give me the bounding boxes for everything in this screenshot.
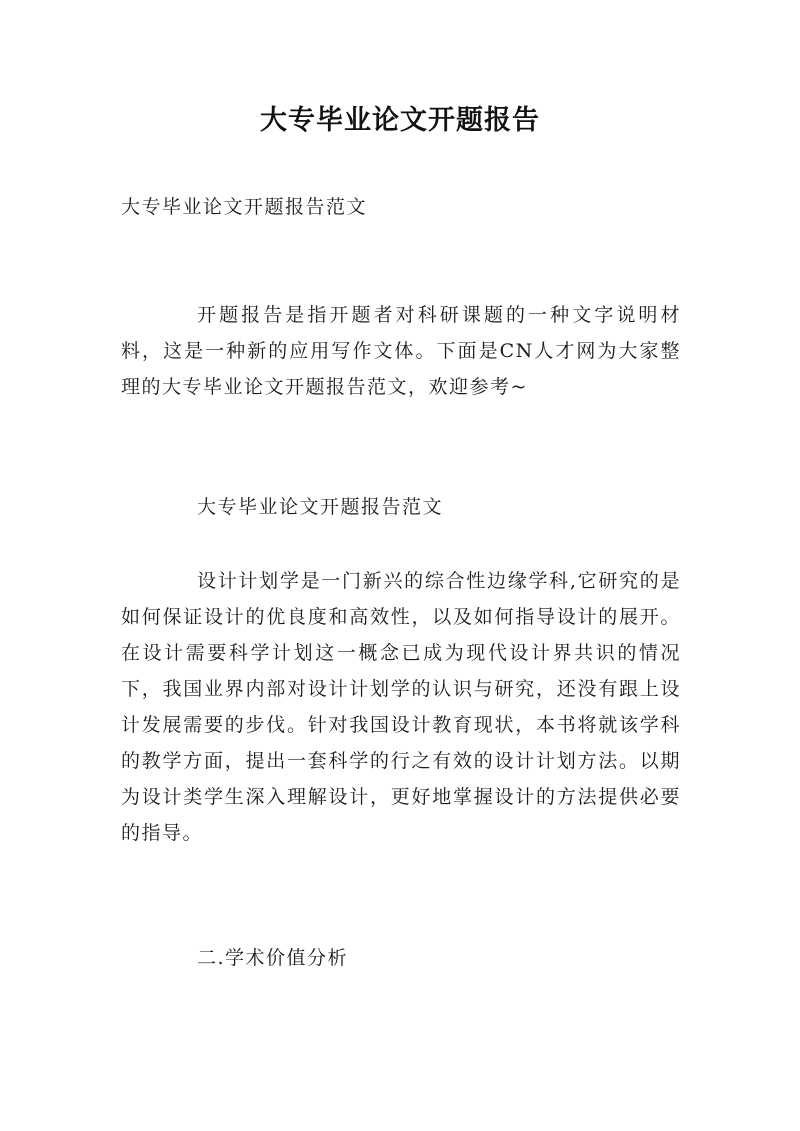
body-paragraph: 设计计划学是一门新兴的综合性边缘学科,它研究的是如何保证设计的优良度和高效性，以及如何指导设计的展开。在设计需要科学计划这一概念已成为现代设计界共识的情况下，我国业界内部对设计计划学的认识与研究，还没有跟上设计发展需要的步伐。针对我国设计教育现状，本书将就该学科的教学方面，提出一套科学的行之有效的设计计划方法。以期为设计类学生深入理解设计，更好地掌握设计的方法提供必要的指导。 bbox=[121, 570, 681, 844]
next-section-heading: 二.学术价值分析 bbox=[197, 947, 349, 969]
document-subtitle: 大专毕业论文开题报告范文 bbox=[121, 196, 368, 218]
document-title: 大专毕业论文开题报告 bbox=[260, 105, 540, 136]
section-heading: 大专毕业论文开题报告范文 bbox=[197, 496, 444, 518]
intro-paragraph: 开题报告是指开题者对科研课题的一种文字说明材料，这是一种新的应用写作文体。下面是CN人才网为大家整理的大专毕业论文开题报告范文，欢迎参考~ bbox=[121, 304, 681, 398]
